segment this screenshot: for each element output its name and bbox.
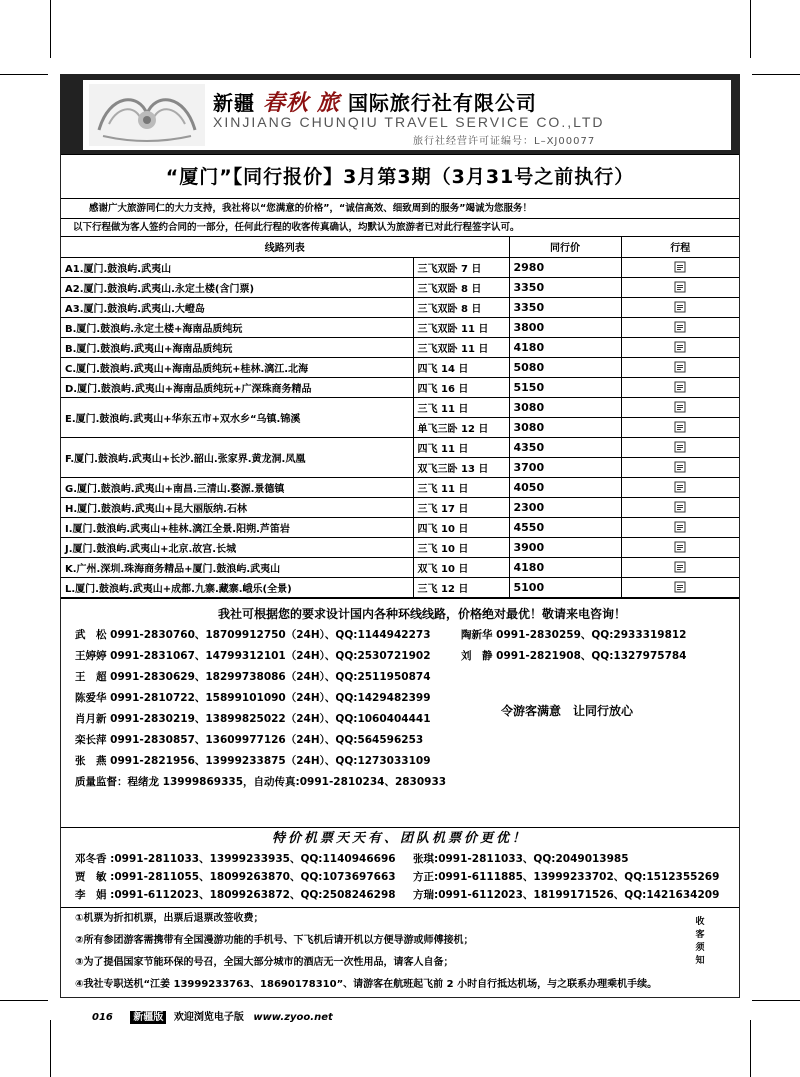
crop-mark: [750, 0, 751, 58]
route-price: 3900: [509, 537, 621, 557]
route-price: 4550: [509, 517, 621, 537]
contact-row: 陈爱华 0991-2810722、15899101090（24H）、QQ:1429482399: [75, 691, 431, 704]
table-row: [61, 577, 739, 597]
page-footer: [92, 1008, 333, 1023]
intro-block: [61, 199, 739, 237]
license-number: 旅行社经营许可证编号：L–XJ00077: [413, 136, 596, 147]
contact-section: [61, 598, 739, 810]
edition-tag: 新疆版: [130, 1011, 166, 1024]
table-row: [61, 557, 739, 577]
contact-row: 张 燕 0991-2821956、13999233875（24H）、QQ:1273033109: [75, 754, 431, 767]
contact-row: 武 松 0991-2830760、18709912750（24H）、QQ:1144942273: [75, 628, 431, 641]
route-duration: 三飞双卧 8 日: [413, 297, 509, 317]
footer-text: 欢迎浏览电子版: [173, 1012, 244, 1023]
itinerary-document-icon[interactable]: [674, 322, 686, 333]
notes-section: [61, 907, 739, 997]
itinerary-document-icon[interactable]: [674, 582, 686, 593]
route-price: 4180: [509, 337, 621, 357]
table-row: [61, 537, 739, 557]
table-row: [61, 377, 739, 397]
route-name: B.厦门.鼓浪屿.武夷山+海南品质纯玩: [61, 337, 413, 357]
itinerary-cell: [621, 537, 739, 557]
route-name: D.厦门.鼓浪屿.武夷山+海南品质纯玩+广深珠商务精品: [61, 377, 413, 397]
crop-mark: [752, 1000, 800, 1001]
route-price: 5100: [509, 577, 621, 597]
itinerary-document-icon[interactable]: [674, 282, 686, 293]
route-name: K.广州.深圳.珠海商务精品+厦门.鼓浪屿.武夷山: [61, 557, 413, 577]
route-name: C.厦门.鼓浪屿.武夷山+海南品质纯玩+桂林.漓江.北海: [61, 357, 413, 377]
banner-inner: [83, 80, 731, 150]
itinerary-cell: [621, 257, 739, 277]
itinerary-document-icon[interactable]: [674, 402, 686, 413]
route-duration: 双飞三卧 13 日: [413, 457, 509, 477]
company-logo-icon: [89, 84, 205, 146]
table-row: [61, 277, 739, 297]
price-sheet: [60, 74, 740, 998]
crop-mark: [0, 1000, 48, 1001]
route-price: 3350: [509, 297, 621, 317]
route-name: G.厦门.鼓浪屿.武夷山+南昌.三清山.婺源.景德镇: [61, 477, 413, 497]
ticket-section: [61, 827, 739, 904]
route-name: E.厦门.鼓浪屿.武夷山+华东五市+双水乡“乌镇.锦溪: [61, 397, 413, 437]
itinerary-cell: [621, 337, 739, 357]
brand-suffix: 国际旅行社有限公司: [347, 91, 537, 115]
itinerary-cell: [621, 397, 739, 417]
route-duration: 三飞双卧 11 日: [413, 337, 509, 357]
route-duration: 三飞双卧 8 日: [413, 277, 509, 297]
route-duration: 三飞双卧 7 日: [413, 257, 509, 277]
ticket-contact-left: 李 娟 :0991-6112023、18099263872、QQ:2508246298: [75, 889, 396, 901]
contact-row: 栾长萍 0991-2830857、13609977126（24H）、QQ:564596253: [75, 733, 424, 746]
route-duration: 四飞 11 日: [413, 437, 509, 457]
table-row: [61, 257, 739, 277]
table-row: [61, 497, 739, 517]
itinerary-document-icon[interactable]: [674, 482, 686, 493]
contact-row: 王婷婷 0991-2831067、14799312101（24H）、QQ:2530721902: [75, 649, 431, 662]
route-name: J.厦门.鼓浪屿.武夷山+北京.故宫.长城: [61, 537, 413, 557]
contact-row: 陶新华 0991-2830259、QQ:2933319812: [461, 628, 687, 641]
column-header-route: 线路列表: [61, 237, 509, 257]
table-row: [61, 437, 739, 457]
contact-row: 刘 静 0991-2821908、QQ:1327975784: [461, 649, 687, 662]
slogan: 令游客满意 让同行放心: [501, 703, 634, 718]
crop-mark: [750, 1020, 751, 1077]
route-price: 4180: [509, 557, 621, 577]
itinerary-cell: [621, 357, 739, 377]
ticket-contact-right: 方正:0991-6111885、13999233702、QQ:1512355269: [413, 871, 720, 883]
route-duration: 四飞 16 日: [413, 377, 509, 397]
page-title: “厦门”【同行报价】3月第3期（3月31号之前执行）: [61, 155, 739, 199]
ticket-row: [61, 850, 739, 868]
route-duration: 四飞 10 日: [413, 517, 509, 537]
route-price: 5080: [509, 357, 621, 377]
route-price: 2980: [509, 257, 621, 277]
itinerary-document-icon[interactable]: [674, 442, 686, 453]
intro-line: 以下行程做为客人签约合同的一部分，任何此行程的收客传真确认，均默认为旅游者已对此行程签字认可。: [73, 222, 520, 233]
ticket-row: [61, 868, 739, 886]
crop-mark: [50, 0, 51, 58]
contact-list-left: [75, 625, 446, 793]
route-price: 3080: [509, 417, 621, 437]
note-item: ②所有参团游客需携带有全国漫游功能的手机号、下飞机后请开机以方便导游或师傅接机；: [75, 935, 474, 946]
route-price: 2300: [509, 497, 621, 517]
itinerary-document-icon[interactable]: [674, 562, 686, 573]
itinerary-cell: [621, 477, 739, 497]
ticket-contact-left: 邓冬香 :0991-2811033、13999233935、QQ:1140946696: [75, 853, 396, 865]
table-row: [61, 337, 739, 357]
route-name: A2.厦门.鼓浪屿.武夷山.永定土楼(含门票): [61, 277, 413, 297]
itinerary-document-icon[interactable]: [674, 422, 686, 433]
itinerary-document-icon[interactable]: [674, 302, 686, 313]
itinerary-cell: [621, 377, 739, 397]
header-banner: [61, 75, 739, 155]
table-row: [61, 397, 739, 417]
route-duration: 三飞 17 日: [413, 497, 509, 517]
brand-english: XINJIANG CHUNQIU TRAVEL SERVICE CO.,LTD: [213, 114, 605, 130]
table-row: [61, 297, 739, 317]
brand-name: [213, 86, 537, 117]
route-name: F.厦门.鼓浪屿.武夷山+长沙.韶山.张家界.黄龙洞.凤凰: [61, 437, 413, 477]
table-row: [61, 517, 739, 537]
ticket-contact-left: 贾 敏 :0991-2811055、18099263870、QQ:1073697663: [75, 871, 396, 883]
itinerary-cell: [621, 497, 739, 517]
notes-side-label: 收 客 须 知: [695, 917, 705, 966]
intro-line: 感谢广大旅游同仁的大力支持，我社将以“您满意的价格”，“诚信高效、细致周到的服务”竭诚为您服务！: [61, 199, 739, 219]
itinerary-document-icon[interactable]: [674, 522, 686, 533]
route-name: I.厦门.鼓浪屿.武夷山+桂林.漓江全景.阳朔.芦笛岩: [61, 517, 413, 537]
quality-supervisor: 质量监督：程绪龙 13999869335，自动传真:0991-2810234、2830933: [75, 775, 447, 788]
ticket-row: [61, 886, 739, 904]
website-link[interactable]: www.zyoo.net: [253, 1012, 333, 1023]
itinerary-document-icon[interactable]: [674, 262, 686, 273]
route-table: [61, 237, 739, 598]
itinerary-document-icon[interactable]: [674, 382, 686, 393]
route-price: 3080: [509, 397, 621, 417]
table-row: [61, 357, 739, 377]
page-number: 016: [92, 1012, 113, 1023]
itinerary-document-icon[interactable]: [674, 502, 686, 513]
route-price: 5150: [509, 377, 621, 397]
brand-script-2: 旅: [316, 90, 340, 116]
itinerary-cell: [621, 317, 739, 337]
crop-mark: [752, 74, 800, 75]
route-name: L.厦门.鼓浪屿.武夷山+成都.九寨.藏寨.峨乐(全景): [61, 577, 413, 597]
route-name: A3.厦门.鼓浪屿.武夷山.大嶝岛: [61, 297, 413, 317]
itinerary-document-icon[interactable]: [674, 342, 686, 353]
column-header-itinerary: 行程: [621, 237, 739, 257]
crop-mark: [0, 74, 48, 75]
route-duration: 双飞 10 日: [413, 557, 509, 577]
contact-row: 肖月新 0991-2830219、13899825022（24H）、QQ:1060404441: [75, 712, 431, 725]
contact-row: 王 超 0991-2830629、18299738086（24H）、QQ:2511950874: [75, 670, 431, 683]
itinerary-cell: [621, 517, 739, 537]
route-name: H.厦门.鼓浪屿.武夷山+昆大丽版纳.石林: [61, 497, 413, 517]
route-price: 4050: [509, 477, 621, 497]
route-name: A1.厦门.鼓浪屿.武夷山: [61, 257, 413, 277]
ticket-heading: 特价机票天天有、团队机票价更优！: [271, 831, 528, 846]
route-duration: 四飞 14 日: [413, 357, 509, 377]
route-price: 3800: [509, 317, 621, 337]
route-table-body: [61, 257, 739, 597]
route-duration: 三飞双卧 11 日: [413, 317, 509, 337]
itinerary-document-icon[interactable]: [674, 362, 686, 373]
itinerary-cell: [621, 277, 739, 297]
route-price: 4350: [509, 437, 621, 457]
brand-script: 春秋: [262, 90, 309, 116]
route-duration: 三飞 11 日: [413, 397, 509, 417]
note-item: ①机票为折扣机票，出票后退票改签收费；: [75, 913, 264, 924]
itinerary-cell: [621, 457, 739, 477]
route-name: B.厦门.鼓浪屿.永定土楼+海南品质纯玩: [61, 317, 413, 337]
route-duration: 三飞 11 日: [413, 477, 509, 497]
note-item: ④我社专职送机“江姜 13999233763、18690178310”、请游客在航班起飞前 2 小时自行抵达机场，与之联系办理乘机手续。: [75, 979, 658, 990]
ticket-contact-right: 方瑞:0991-6112023、18199171526、QQ:1421634209: [413, 889, 720, 901]
ticket-contact-right: 张琪:0991-2811033、QQ:2049013985: [413, 853, 629, 865]
route-duration: 单飞三卧 12 日: [413, 417, 509, 437]
itinerary-cell: [621, 557, 739, 577]
brand-prefix: 新疆: [213, 91, 255, 115]
table-header-row: [61, 237, 739, 257]
route-duration: 三飞 10 日: [413, 537, 509, 557]
contact-list-right: [461, 625, 687, 667]
table-row: [61, 477, 739, 497]
itinerary-cell: [621, 577, 739, 597]
note-item: ③为了提倡国家节能环保的号召，全国大部分城市的酒店无一次性用品，请客人自备；: [75, 957, 454, 968]
itinerary-document-icon[interactable]: [674, 462, 686, 473]
route-price: 3350: [509, 277, 621, 297]
route-duration: 三飞 12 日: [413, 577, 509, 597]
route-price: 3700: [509, 457, 621, 477]
table-row: [61, 317, 739, 337]
crop-mark: [50, 1020, 51, 1077]
contact-heading: 我社可根据您的要求设计国内各种环线线路，价格绝对最优！敬请来电咨询！: [217, 606, 626, 621]
itinerary-cell: [621, 417, 739, 437]
itinerary-cell: [621, 437, 739, 457]
itinerary-document-icon[interactable]: [674, 542, 686, 553]
column-header-price: 同行价: [509, 237, 621, 257]
itinerary-cell: [621, 297, 739, 317]
